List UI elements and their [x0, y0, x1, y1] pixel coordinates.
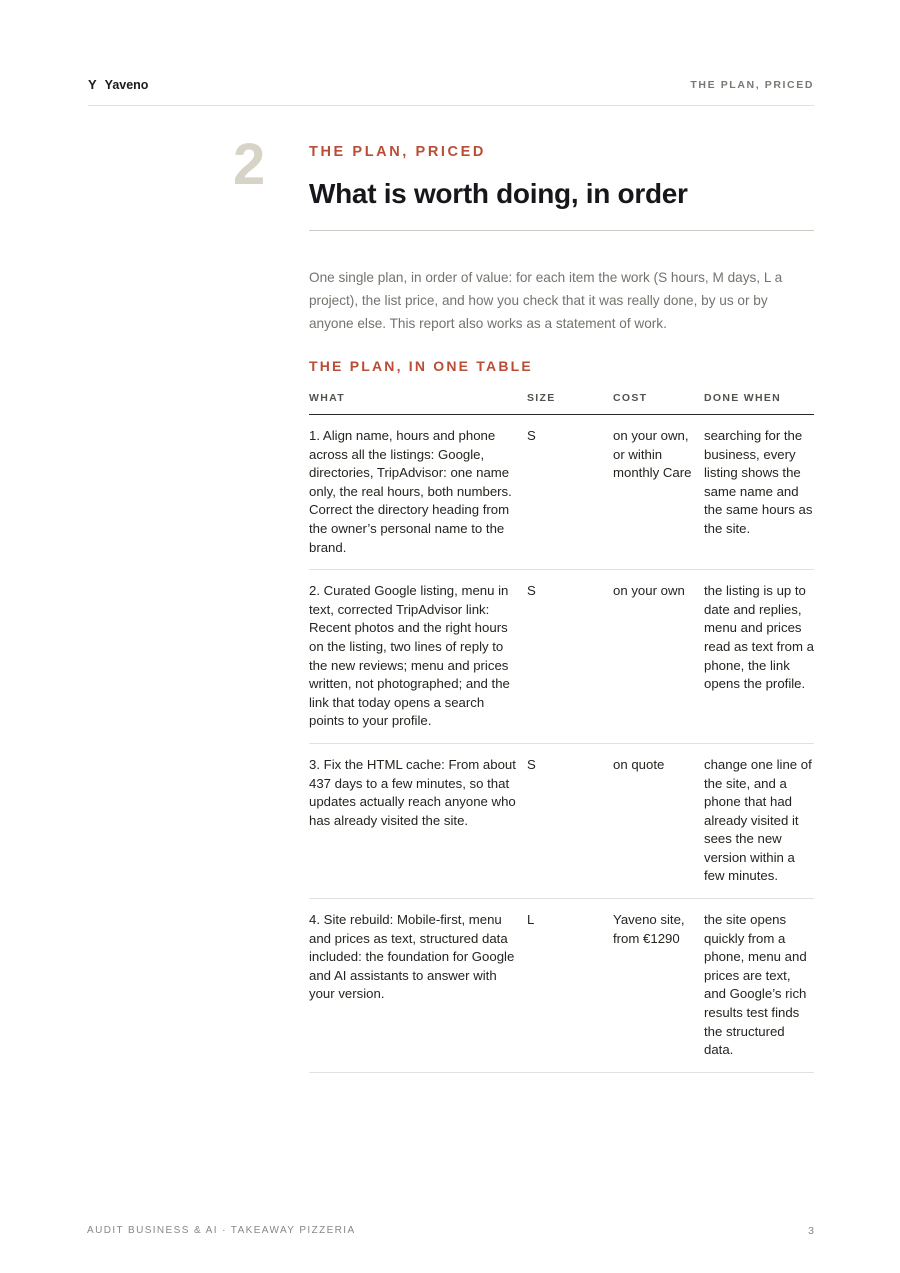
cell-done-when: change one line of the site, and a phone that had already visited it sees the new version within a few minutes. [704, 743, 814, 898]
cell-what: 3. Fix the HTML cache: From about 437 days to a few minutes, so that updates actually reach anyone who has already visited the site. [309, 743, 527, 898]
table-row [309, 899, 814, 1073]
cell-cost: on your own, or within monthly Care [613, 415, 704, 570]
header-section-label: THE PLAN, PRICED [690, 79, 814, 91]
cell-size: S [527, 743, 613, 898]
column-header-what: WHAT [309, 388, 527, 415]
table-row [309, 570, 814, 744]
cell-what: 2. Curated Google listing, menu in text, corrected TripAdvisor link: Recent photos and the right hours on the listing, two lines of reply to the new reviews; menu and prices written, not photographed; and the link that today opens a search points to your profile. [309, 570, 527, 744]
cell-what: 4. Site rebuild: Mobile-first, menu and prices as text, structured data included: the foundation for Google and AI assistants to answer with your version. [309, 899, 527, 1073]
page-number: 3 [808, 1225, 814, 1237]
brand-logo-icon: Y [88, 77, 97, 92]
intro-paragraph: One single plan, in order of value: for each item the work (S hours, M days, L a project), the list price, and how you check that it was really done, by us or by anyone else. This report also works as a statement of work. [309, 270, 783, 331]
cell-size: S [527, 570, 613, 744]
page-title: What is worth doing, in order [309, 178, 688, 209]
cell-done-when: the site opens quickly from a phone, menu and prices are text, and Google’s rich results test finds the structured data. [704, 899, 814, 1073]
section-number: 2 [233, 132, 266, 197]
cell-done-when: searching for the business, every listing shows the same name and the same hours as the site. [704, 415, 814, 570]
table-header-row [309, 388, 814, 415]
cell-done-when: the listing is up to date and replies, menu and prices read as text from a phone, the link opens the profile. [704, 570, 814, 744]
brand [88, 77, 148, 92]
column-header-size: SIZE [527, 388, 613, 415]
table-row [309, 415, 814, 570]
cell-cost: on your own [613, 570, 704, 744]
table-row [309, 743, 814, 898]
cell-cost: Yaveno site, from €1290 [613, 899, 704, 1073]
cell-what: 1. Align name, hours and phone across all the listings: Google, directories, TripAdvisor: one name only, the real hours, both numbers. Correct the directory heading from the owner’s personal name to the brand. [309, 415, 527, 570]
footer-document-title: AUDIT BUSINESS & AI · TAKEAWAY PIZZERIA [87, 1225, 356, 1236]
cell-cost: on quote [613, 743, 704, 898]
table-title: THE PLAN, IN ONE TABLE [309, 358, 533, 374]
plan-table [309, 388, 814, 1073]
column-header-cost: COST [613, 388, 704, 415]
section-eyebrow: THE PLAN, PRICED [309, 144, 486, 160]
title-divider [309, 230, 814, 231]
column-header-done-when: DONE WHEN [704, 388, 814, 415]
brand-name: Yaveno [104, 77, 149, 92]
cell-size: L [527, 899, 613, 1073]
cell-size: S [527, 415, 613, 570]
page-header [88, 77, 814, 106]
